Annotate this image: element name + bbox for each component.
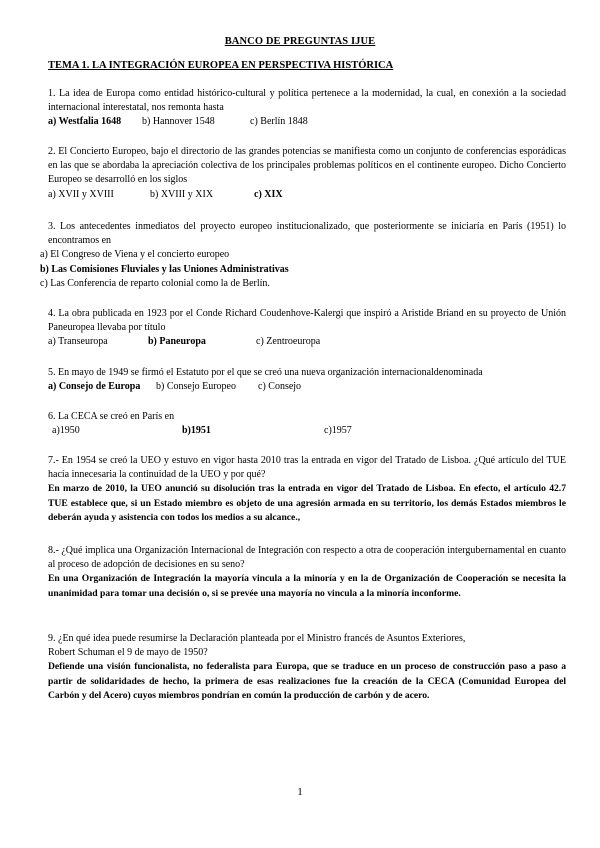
question-3-option-a: a) El Congreso de Viena y el concierto europeo: [40, 249, 230, 261]
question-9: [48, 632, 566, 703]
question-8: [48, 544, 566, 601]
question-4-options: [48, 335, 566, 349]
question-6-text: 6. La CECA se creó en París en: [48, 411, 175, 422]
question-3-text: 3. Los antecedentes inmediatos del proyecto europeo institucionalizado, que posteriormente se iniciaría en París (1951) lo encontramos en: [48, 221, 566, 247]
question-6-option-c: c)1957: [324, 425, 352, 437]
question-5-option-a: a) Consejo de Europa: [48, 381, 141, 393]
question-2-option-b: b) XVIII y XIX: [150, 188, 214, 200]
question-4-option-b: b) Paneuropa: [148, 336, 206, 348]
question-5: [48, 366, 566, 394]
document-subtitle: TEMA 1. LA INTEGRACIÓN EUROPEA EN PERSPECTIVA HISTÓRICA: [48, 60, 394, 71]
question-6: [48, 410, 566, 438]
page-number: 1: [297, 786, 303, 798]
question-2-options: [48, 188, 566, 202]
question-4-option-a: a) Transeuropa: [48, 336, 108, 348]
question-5-options: [48, 380, 566, 394]
question-2-option-a: a) XVII y XVIII: [48, 188, 114, 200]
question-4-option-c: c) Zentroeuropa: [256, 336, 321, 348]
question-5-text: 5. En mayo de 1949 se firmó el Estatuto por el que se creó una nueva organización internacionaldenominada: [48, 367, 483, 378]
question-5-option-c: c) Consejo: [258, 381, 302, 393]
question-1: [48, 87, 566, 130]
question-2-text: 2. El Concierto Europeo, bajo el directorio de las grandes potencias se manifiesta como un conjunto de conferencias esporádicas en las que se abordaba la apreciación colectiva de los principales problemas políticos en el continente europeo. Dicho Concierto Europeo se desarrolló en los siglos: [48, 146, 566, 186]
question-1-option-c: c) Berlín 1848: [250, 116, 308, 128]
question-9-answer: Defiende una visión funcionalista, no federalista para Europa, que se traduce en un proceso de construcción paso a paso a partir de solidaridades de hecho, la primera de esas realizaciones fue la creación de la CECA (Comunidad Europea del Carbón y del Acero) cuyos miembros pondrían en común la producción de carbón y de acero.: [48, 661, 566, 701]
question-6-option-b: b)1951: [182, 425, 211, 437]
question-5-option-b: b) Consejo Europeo: [156, 381, 236, 393]
question-8-text: 8.- ¿Qué implica una Organización Internacional de Integración con respecto a otra de cooperación intergubernamental en cuanto al proceso de adopción de decisiones en su seno?: [48, 545, 566, 571]
question-1-options: [48, 115, 566, 129]
question-8-answer: En una Organización de Integración la mayoría vincula a la minoría y en la de Organización de Cooperación se necesita la unanimidad para tomar una decisión o, si se prevée una mayoría no vincula a la minoría inconforme.: [48, 573, 566, 599]
question-6-option-a: a)1950: [52, 425, 80, 437]
question-1-option-b: b) Hannover 1548: [142, 116, 215, 128]
question-1-option-a: a) Westfalia 1648: [48, 116, 122, 128]
question-3-option-b: b) Las Comisiones Fluviales y las Uniones Administrativas: [40, 263, 289, 275]
question-3-option-c: c) Las Conferencia de reparto colonial como la de Berlín.: [40, 277, 270, 289]
question-7: [48, 454, 566, 525]
question-7-answer: En marzo de 2010, la UEO anunció su disolución tras la entrada en vigor del Tratado de Lisboa. En efecto, el artículo 42.7 TUE establece que, si un Estado miembro es objeto de una agresión armada en su territorio, los demás Estados miembros le deberán ayuda y asistencia con todos los medios a su alcance.,: [48, 483, 566, 523]
question-1-text: 1. La idea de Europa como entidad histórico-cultural y política pertenece a la modernidad, la cual, en conexión a la sociedad internacional interestatal, nos remonta hasta: [48, 88, 566, 114]
question-4: [48, 307, 566, 350]
question-2-option-c: c) XIX: [254, 188, 283, 200]
question-7-text: 7.- En 1954 se creó la UEO y estuvo en vigor hasta 2010 tras la entrada en vigor del Tratado de Lisboa. ¿Qué artículo del TUE hacía innecesaria la continuidad de la UEO y por qué?: [48, 455, 566, 481]
question-9-text-line-1: 9. ¿En qué idea puede resumirse la Declaración planteada por el Ministro francés de Asuntos Exteriores,: [48, 633, 466, 644]
document-title: BANCO DE PREGUNTAS IJUE: [224, 36, 376, 47]
question-9-text-line-2: Robert Schuman el 9 de mayo de 1950?: [48, 647, 208, 659]
question-6-options: [52, 424, 566, 438]
question-4-text: 4. La obra publicada en 1923 por el Conde Richard Coudenhove-Kalergi que inspiró a Aristide Briand en su proyecto de Unión Paneuropea llevaba por título: [48, 308, 566, 334]
question-3: [40, 220, 566, 291]
question-2: [48, 145, 566, 202]
